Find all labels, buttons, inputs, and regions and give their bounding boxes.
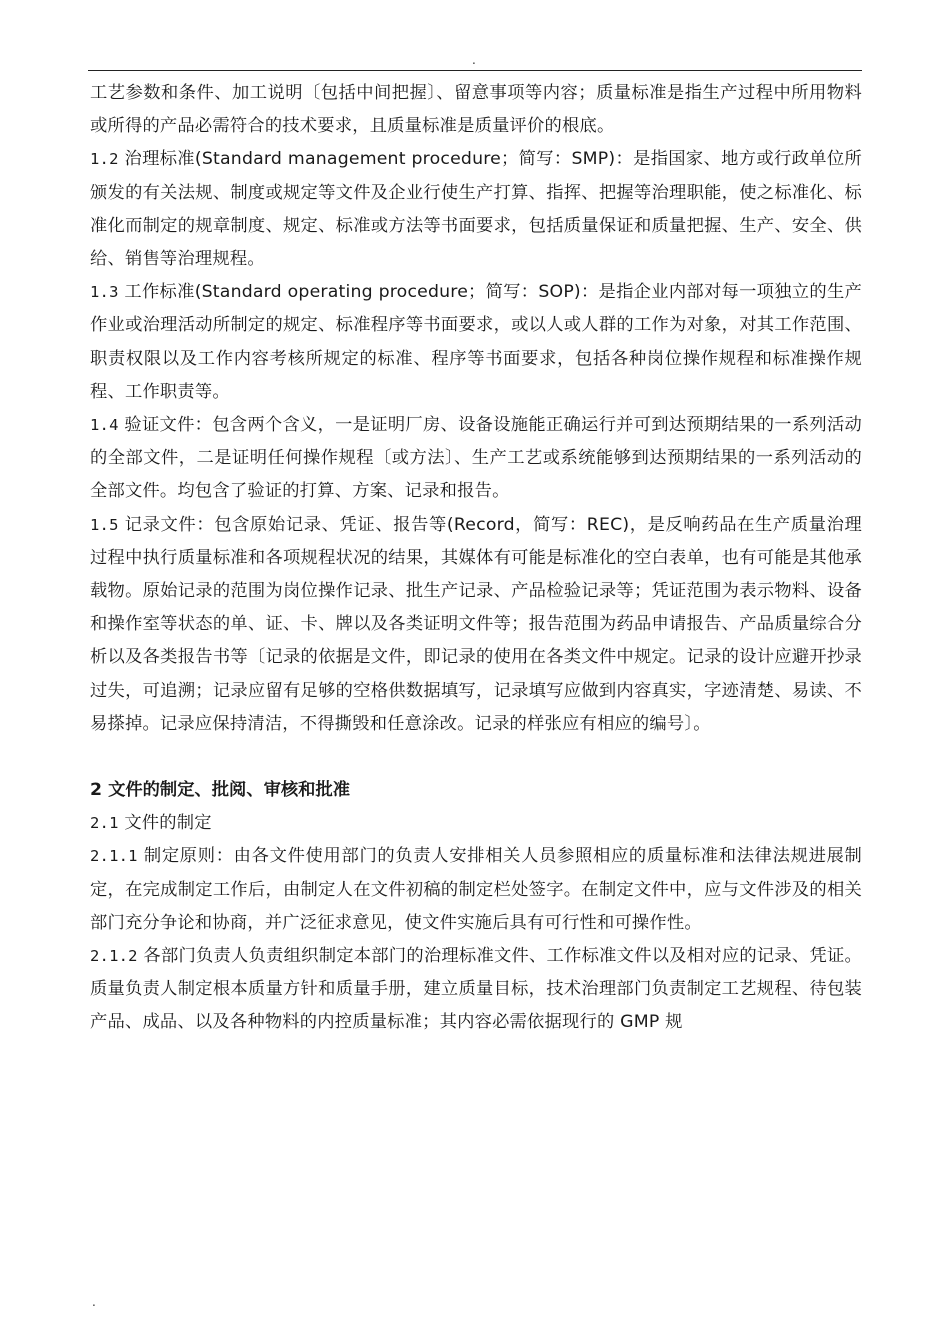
paragraph-2-1-2 — [90, 940, 862, 1040]
clause-number: 2.1.1 — [90, 847, 138, 866]
clause-number: 2.1 — [90, 814, 119, 833]
paragraph-continuation: 工艺参数和条件、加工说明〔包括中间把握〕、留意事项等内容；质量标准是指生产过程中所用物料或所得的产品必需符合的技术要求，且质量标准是质量评价的根底。 — [90, 83, 862, 137]
clause-number: 2.1.2 — [90, 947, 138, 966]
clause-number: 1.3 — [90, 283, 119, 302]
paragraph-1-5 — [90, 509, 862, 741]
section-number: 2 — [90, 780, 103, 801]
clause-number: 1.2 — [90, 150, 119, 169]
clause-text: 制定原则：由各文件使用部门的负责人安排相关人员参照相应的质量标准和法律法规进展制定，在完成制定工作后，由制定人在文件初稿的制定栏处签字。在制定文件中，应与文件涉及的相关部门充分争论和协商，并广泛征求意见，使文件实施后具有可行性和可操作性。 — [90, 846, 862, 933]
paragraph-2-1-1 — [90, 840, 862, 940]
subsection-title: 文件的制定 — [124, 813, 212, 834]
clause-number: 1.5 — [90, 515, 119, 534]
paragraph-1-4 — [90, 409, 862, 509]
clause-text: 验证文件：包含两个含义，一是证明厂房、设备设施能正确运行并可到达预期结果的一系列活动的全部文件，二是证明任何操作规程〔或方法〕、生产工艺或系统能够到达预期结果的一系列活动的全部文件。均包含了验证的打算、方案、记录和报告。 — [90, 415, 862, 502]
clause-text: 各部门负责人负责组织制定本部门的治理标准文件、工作标准文件以及相对应的记录、凭证。质量负责人制定根本质量方针和质量手册，建立质量目标，技术治理部门负责制定工艺规程、待包装产品、成品、以及各种物料的内控质量标准；其内容必需依据现行的 GMP 规 — [90, 946, 862, 1033]
paragraph-1-3 — [90, 276, 862, 409]
header-rule — [88, 70, 862, 71]
clause-text: 记录文件：包含原始记录、凭证、报告等(Record，简写：REC)，是反响药品在生产质量治理过程中执行质量标准和各项规程状况的结果，其媒体有可能是标准化的空白表单，也有可能是其他承载物。原始记录的范围为岗位操作记录、批生产记录、产品检验记录等；凭证范围为表示物料、设备和操作室等状态的单、证、卡、牌以及各类证明文件等；报告范围为药品申请报告、产品质量综合分析以及各类报告书等〔记录的依据是文件，即记录的使用在各类文件中规定。记录的设计应避开抄录过失，可追溯；记录应留有足够的空格供数据填写，记录填写应做到内容真实，字迹清楚、易读、不易搽掉。记录应保持清洁，不得撕毁和任意涂改。记录的样张应有相应的编号〕。 — [90, 514, 862, 734]
clause-text: 治理标准(Standard management procedure；简写：SMP)：是指国家、地方或行政单位所颁发的有关法规、制度或规定等文件及企业行使生产打算、指挥、把握等治理职能，使之标准化、标准化而制定的规章制度、规定、标准或方法等书面要求，包括质量保证和质量把握、生产、安全、供给、销售等治理规程。 — [90, 149, 862, 270]
paragraph-1-2 — [90, 143, 862, 276]
document-body — [90, 77, 862, 1040]
section-gap — [90, 741, 862, 774]
footer-mark: . — [92, 1295, 96, 1309]
clause-number: 1.4 — [90, 416, 119, 435]
header-mark: . — [472, 53, 476, 67]
clause-text: 工作标准(Standard operating procedure；简写：SOP)：是指企业内部对每一项独立的生产作业或治理活动所制定的规定、标准程序等书面要求，或以人或人群的工作为对象，对其工作范围、职责权限以及工作内容考核所规定的标准、程序等书面要求，包括各种岗位操作规程和标准操作规程、工作职责等。 — [90, 282, 863, 402]
section-heading-2 — [90, 774, 862, 807]
section-title: 文件的制定、批阅、审核和批准 — [108, 780, 351, 801]
subsection-2-1 — [90, 807, 862, 840]
